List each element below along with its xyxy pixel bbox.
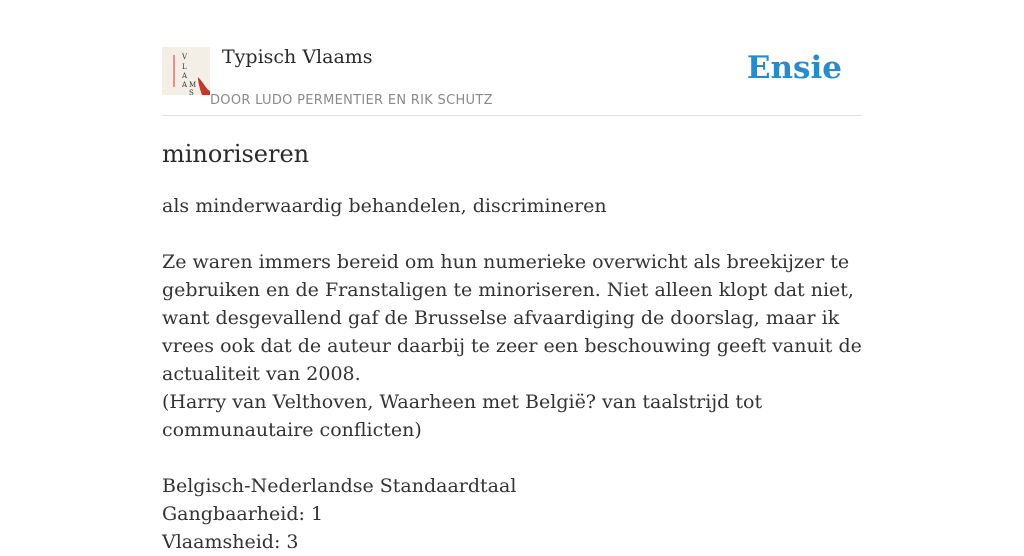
- entry-body: [162, 192, 862, 556]
- page: [162, 0, 862, 553]
- svg-text:A: A: [182, 72, 188, 80]
- entry-example: Ze waren immers bereid om hun numerieke overwicht als breekijzer te gebruiken en de Franstaligen te minoriseren. Niet alleen klopt dat niet, want desgevallend gaf de Brusselse afvaardiging de doorslag, maar ik vrees ook dat de auteur daarbij te zeer een beschouwing geeft vanuit de actualiteit van 2008.: [162, 251, 862, 385]
- source-title[interactable]: Typisch Vlaams: [222, 46, 373, 68]
- book-cover-image: [162, 47, 210, 95]
- source-logo[interactable]: [162, 47, 210, 95]
- entry-definition: als minderwaardig behandelen, discrimineren: [162, 195, 607, 217]
- spacer: [162, 444, 862, 472]
- brand-logo[interactable]: Ensie: [746, 50, 842, 86]
- entry-gangbaarheid: Gangbaarheid: 1: [162, 503, 324, 525]
- svg-text:M: M: [189, 81, 197, 89]
- entry-term: minoriseren: [162, 140, 310, 168]
- svg-text:L: L: [182, 63, 187, 71]
- spacer: [162, 220, 862, 248]
- svg-text:V: V: [182, 53, 188, 61]
- entry-citation: (Harry van Velthoven, Waarheen met België? van taalstrijd tot communautaire conflicten): [162, 391, 763, 441]
- svg-text:S: S: [189, 89, 194, 97]
- header: [162, 0, 862, 116]
- entry-vlaamsheid: Vlaamsheid: 3: [162, 531, 299, 553]
- byline: DOOR LUDO PERMENTIER EN RIK SCHUTZ: [210, 93, 493, 108]
- svg-text:A: A: [182, 81, 188, 89]
- entry-register: Belgisch-Nederlandse Standaardtaal: [162, 475, 517, 497]
